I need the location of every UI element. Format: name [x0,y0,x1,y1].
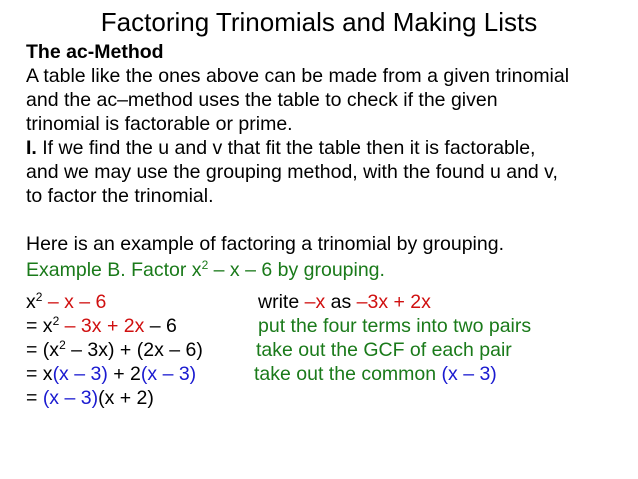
roman-numeral-marker: I. [26,137,37,159]
step-1-rest: – x – 6 [42,291,107,313]
step-1-exponent: 2 [35,290,43,304]
step-5-expression [26,386,154,410]
step-2-x: = x [26,315,53,337]
paragraph-line-1: A table like the ones above can be made from a given trinomial [26,65,570,87]
paragraph-line-6: to factor the trinomial. [26,185,214,207]
paragraph-line-4 [26,136,535,160]
step-4-note-factor: (x – 3) [441,363,497,385]
step-4-expression [26,362,196,386]
step-3-exponent: 2 [59,338,66,352]
step-1-note-a: write [258,291,305,313]
step-4-note-a: take out the common [254,363,442,385]
paragraph-line-2: and the ac–method uses the table to check if the given [26,89,498,111]
step-5-a: = [26,387,43,409]
step-1-x: x [26,291,36,313]
step-1-note-split: –3x + 2x [356,291,431,313]
paragraph-line-4-text: If we find the u and v that fit the table then it is factorable, [36,137,536,159]
step-3-a: = (x [26,339,60,361]
step-4-a: = x [26,363,53,385]
step-2-exponent: 2 [52,314,60,328]
paragraph-line-5: and we may use the grouping method, with the found u and v, [26,161,558,183]
section-heading: The ac-Method [26,41,164,63]
step-1-note-term: –x [304,291,326,313]
step-1-note [258,290,431,314]
step-2-note: put the four terms into two pairs [258,315,532,337]
step-1-note-c: as [325,291,357,313]
step-2-const: – 6 [144,315,177,337]
paragraph-line-3: trinomial is factorable or prime. [26,113,293,135]
example-intro: Here is an example of factoring a trinomial by grouping. [26,233,504,255]
step-3-expression [26,338,203,362]
step-4-factor-2: (x – 3) [140,363,197,385]
step-4-c: + 2 [107,363,141,385]
step-4-note [254,362,497,386]
example-exponent: 2 [201,258,209,272]
step-5-factor-2: (x + 2) [98,387,154,409]
step-2-expression [26,314,177,338]
page-title: Factoring Trinomials and Making Lists [100,7,538,37]
step-1-expression [26,290,106,314]
step-5-factor-1: (x – 3) [42,387,99,409]
example-suffix: – x – 6 by grouping. [208,259,385,281]
example-heading [26,258,385,282]
step-3-note: take out the GCF of each pair [256,339,512,361]
step-2-split: – 3x + 2x [59,315,145,337]
step-3-b: – 3x) + (2x – 6) [65,339,203,361]
example-prefix: Example B. Factor x [26,259,202,281]
step-4-factor-1: (x – 3) [52,363,108,385]
